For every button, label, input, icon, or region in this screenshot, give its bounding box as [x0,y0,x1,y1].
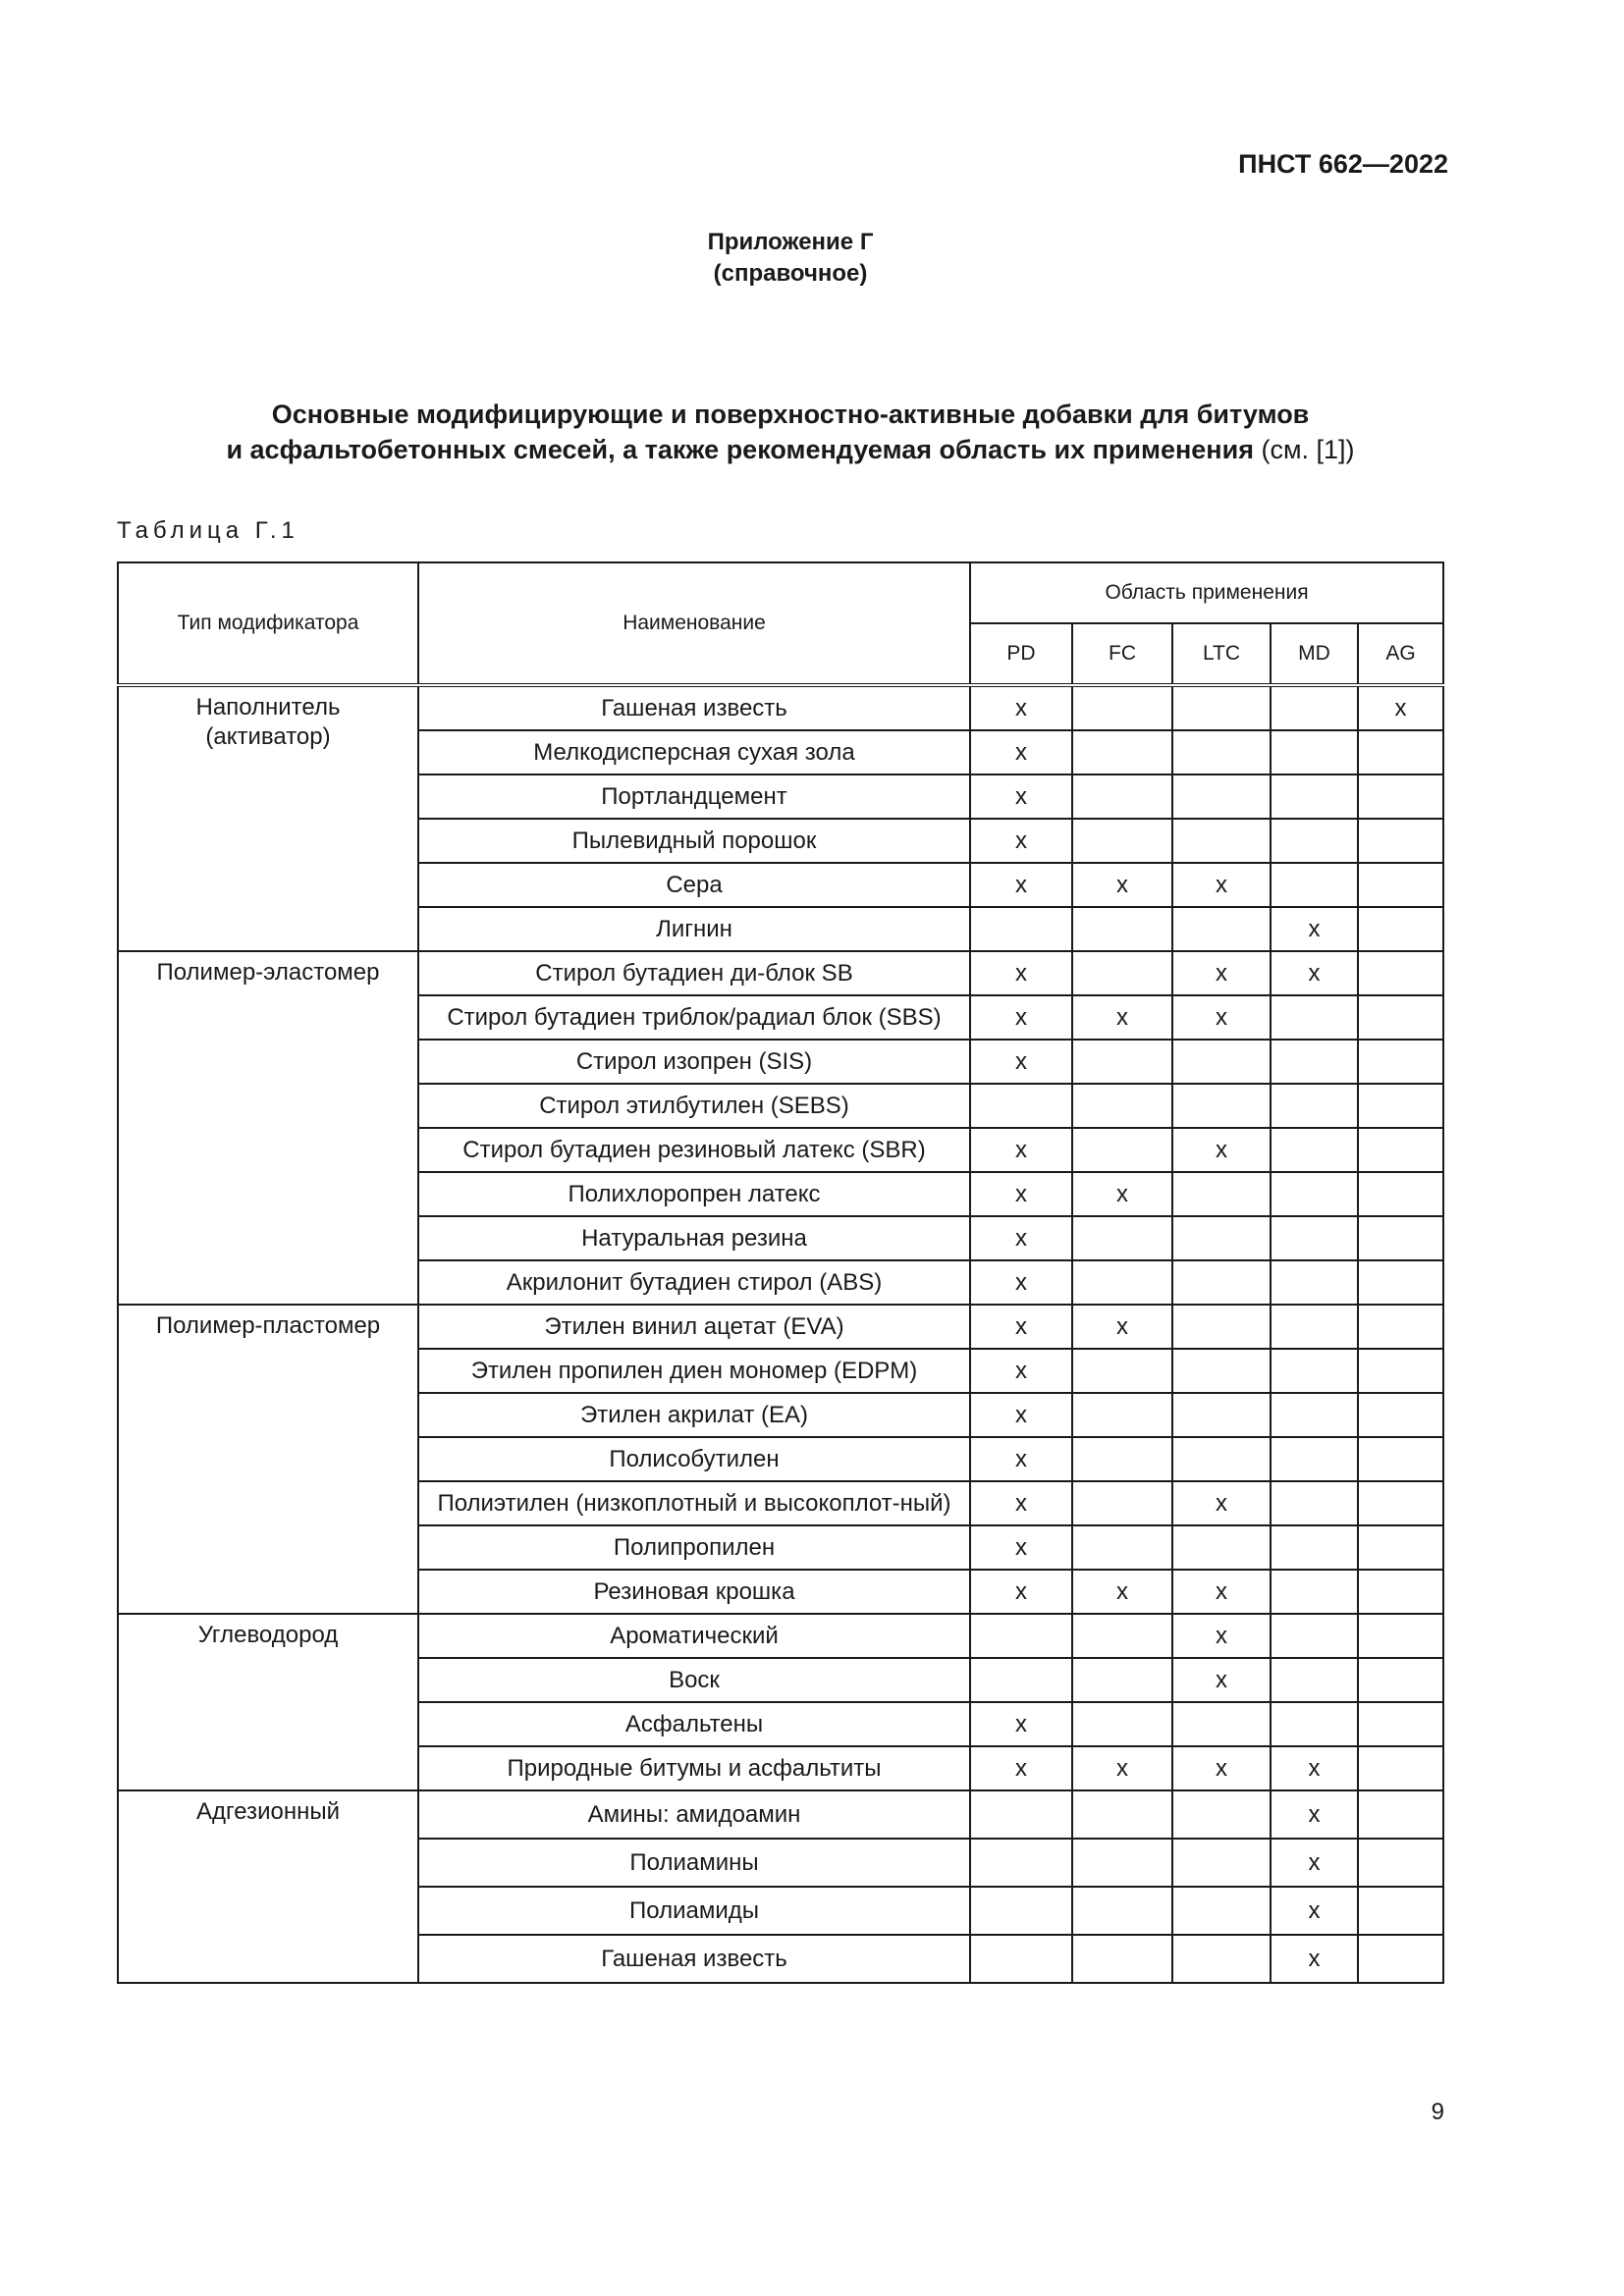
additive-name-cell: Сера [418,863,970,907]
additive-name-cell: Природные битумы и асфальтиты [418,1746,970,1790]
appendix-title: Приложение Г [707,229,874,255]
region-header-fc: FC [1072,623,1172,685]
mark-cell-pd: x [970,995,1072,1040]
mark-cell-pd: x [970,1525,1072,1570]
mark-cell-pd [970,1839,1072,1887]
mark-cell-pd: x [970,1437,1072,1481]
mark-cell-ag [1358,1839,1443,1887]
additive-name-cell: Полиамиды [418,1887,970,1935]
mark-cell-pd [970,1887,1072,1935]
mark-cell-ltc [1172,1887,1271,1935]
heading-line-1: Основные модифицирующие и поверхностно-активные добавки для битумов [271,400,1310,429]
mark-cell-ag [1358,1525,1443,1570]
table-caption: Таблица Г.1 [117,517,299,544]
additive-name-cell: Этилен винил ацетат (EVA) [418,1305,970,1349]
mark-cell-md [1271,1084,1358,1128]
mark-cell-md [1271,1305,1358,1349]
mark-cell-ag [1358,1393,1443,1437]
mark-cell-ltc [1172,1935,1271,1983]
mark-cell-fc [1072,774,1172,819]
mark-cell-ltc: x [1172,1658,1271,1702]
mark-cell-ag [1358,1349,1443,1393]
additive-name-cell: Полисобутилен [418,1437,970,1481]
mark-cell-pd: x [970,774,1072,819]
mark-cell-ag [1358,1790,1443,1839]
mark-cell-pd: x [970,1172,1072,1216]
mark-cell-md [1271,819,1358,863]
mark-cell-ag [1358,730,1443,774]
mark-cell-ag [1358,1172,1443,1216]
mark-cell-md [1271,1570,1358,1614]
column-header-region: Область применения [970,562,1443,623]
mark-cell-ltc: x [1172,995,1271,1040]
mark-cell-fc: x [1072,863,1172,907]
mark-cell-ltc [1172,1525,1271,1570]
heading-line-2-bold: и асфальтобетонных смесей, а также рекомендуемая область их применения [226,435,1254,464]
mark-cell-fc: x [1072,1172,1172,1216]
additive-name-cell: Портландцемент [418,774,970,819]
mark-cell-md [1271,730,1358,774]
table-row [118,1790,1443,1839]
mark-cell-md [1271,1040,1358,1084]
page-number: 9 [1431,2099,1444,2125]
mark-cell-ag [1358,907,1443,951]
table-row [118,1614,1443,1658]
heading-reference: (см. [1]) [1253,435,1355,464]
table-heading [0,397,1581,467]
mark-cell-md: x [1271,1935,1358,1983]
mark-cell-ag [1358,819,1443,863]
mark-cell-fc [1072,1084,1172,1128]
mark-cell-fc [1072,1393,1172,1437]
mark-cell-pd: x [970,1702,1072,1746]
mark-cell-ag [1358,774,1443,819]
mark-cell-fc [1072,1790,1172,1839]
mark-cell-ltc [1172,730,1271,774]
mark-cell-ltc [1172,1216,1271,1260]
additive-name-cell: Полихлоропрен латекс [418,1172,970,1216]
mark-cell-ag [1358,1128,1443,1172]
mark-cell-md [1271,1349,1358,1393]
mark-cell-fc [1072,1839,1172,1887]
mark-cell-fc [1072,685,1172,730]
mark-cell-ag [1358,1887,1443,1935]
mark-cell-fc [1072,1216,1172,1260]
mark-cell-pd [970,1935,1072,1983]
additive-name-cell: Гашеная известь [418,685,970,730]
additive-name-cell: Гашеная известь [418,1935,970,1983]
modifier-type-cell: Углеводород [118,1614,418,1790]
mark-cell-pd: x [970,1481,1072,1525]
additive-name-cell: Этилен пропилен диен мономер (EDPM) [418,1349,970,1393]
additive-name-cell: Полипропилен [418,1525,970,1570]
mark-cell-pd: x [970,863,1072,907]
additive-name-cell: Этилен акрилат (EA) [418,1393,970,1437]
additive-name-cell: Амины: амидоамин [418,1790,970,1839]
mark-cell-fc [1072,1481,1172,1525]
mark-cell-md [1271,1172,1358,1216]
table-row [118,685,1443,730]
mark-cell-fc [1072,1887,1172,1935]
mark-cell-md [1271,1128,1358,1172]
region-header-ltc: LTC [1172,623,1271,685]
mark-cell-md [1271,685,1358,730]
mark-cell-md [1271,1260,1358,1305]
additive-name-cell: Стирол этилбутилен (SEBS) [418,1084,970,1128]
mark-cell-ltc [1172,1040,1271,1084]
mark-cell-ltc: x [1172,951,1271,995]
column-header-type: Тип модификатора [118,562,418,685]
mark-cell-ltc [1172,1172,1271,1216]
mark-cell-pd: x [970,1305,1072,1349]
additive-name-cell: Стирол бутадиен ди-блок SB [418,951,970,995]
mark-cell-fc [1072,1040,1172,1084]
mark-cell-ag [1358,1658,1443,1702]
mark-cell-md: x [1271,1746,1358,1790]
mark-cell-ag [1358,1570,1443,1614]
mark-cell-ltc: x [1172,1570,1271,1614]
mark-cell-md [1271,1437,1358,1481]
additive-name-cell: Полиэтилен (низкоплотный и высокоплот-ный) [418,1481,970,1525]
mark-cell-md [1271,1481,1358,1525]
mark-cell-ltc [1172,774,1271,819]
mark-cell-fc [1072,951,1172,995]
mark-cell-md: x [1271,1839,1358,1887]
mark-cell-md [1271,1393,1358,1437]
additive-name-cell: Стирол бутадиен резиновый латекс (SBR) [418,1128,970,1172]
mark-cell-md [1271,1525,1358,1570]
mark-cell-ltc [1172,1790,1271,1839]
mark-cell-pd: x [970,1216,1072,1260]
appendix-heading [0,227,1581,290]
mark-cell-fc [1072,907,1172,951]
mark-cell-ag [1358,1216,1443,1260]
mark-cell-fc: x [1072,995,1172,1040]
mark-cell-pd: x [970,1349,1072,1393]
mark-cell-fc [1072,1349,1172,1393]
mark-cell-pd: x [970,1746,1072,1790]
mark-cell-md [1271,774,1358,819]
modifier-type-cell: Полимер-эластомер [118,951,418,1305]
mark-cell-fc [1072,1128,1172,1172]
mark-cell-ltc: x [1172,1128,1271,1172]
mark-cell-ltc [1172,1839,1271,1887]
mark-cell-pd [970,1084,1072,1128]
mark-cell-ltc: x [1172,1614,1271,1658]
mark-cell-fc [1072,819,1172,863]
mark-cell-ltc [1172,1437,1271,1481]
table-row [118,951,1443,995]
mark-cell-ag [1358,863,1443,907]
mark-cell-ag [1358,1040,1443,1084]
mark-cell-fc: x [1072,1570,1172,1614]
mark-cell-pd: x [970,951,1072,995]
mark-cell-md: x [1271,951,1358,995]
mark-cell-md [1271,1216,1358,1260]
mark-cell-pd: x [970,1570,1072,1614]
mark-cell-md [1271,1658,1358,1702]
additive-name-cell: Стирол изопрен (SIS) [418,1040,970,1084]
modifiers-table [117,561,1444,1984]
mark-cell-md [1271,995,1358,1040]
mark-cell-ltc [1172,685,1271,730]
mark-cell-pd: x [970,1040,1072,1084]
mark-cell-ag [1358,1437,1443,1481]
modifier-type-cell: Адгезионный [118,1790,418,1983]
mark-cell-fc [1072,1935,1172,1983]
mark-cell-pd: x [970,1393,1072,1437]
mark-cell-ag [1358,995,1443,1040]
mark-cell-ag [1358,1702,1443,1746]
mark-cell-ltc: x [1172,1481,1271,1525]
additive-name-cell: Акрилонит бутадиен стирол (ABS) [418,1260,970,1305]
additive-name-cell: Ароматический [418,1614,970,1658]
mark-cell-ag [1358,951,1443,995]
mark-cell-pd: x [970,730,1072,774]
modifier-type-line: Наполнитель [195,694,341,721]
column-header-name: Наименование [418,562,970,685]
region-header-ag: AG [1358,623,1443,685]
region-header-md: MD [1271,623,1358,685]
mark-cell-ag [1358,1481,1443,1525]
additive-name-cell: Полиамины [418,1839,970,1887]
mark-cell-pd: x [970,1260,1072,1305]
mark-cell-pd [970,1614,1072,1658]
mark-cell-md: x [1271,1790,1358,1839]
mark-cell-fc [1072,1525,1172,1570]
mark-cell-ag [1358,1084,1443,1128]
mark-cell-fc [1072,1260,1172,1305]
mark-cell-ltc [1172,1084,1271,1128]
mark-cell-ltc [1172,1349,1271,1393]
additive-name-cell: Пылевидный порошок [418,819,970,863]
additive-name-cell: Стирол бутадиен триблок/радиал блок (SBS) [418,995,970,1040]
mark-cell-fc [1072,1437,1172,1481]
mark-cell-fc [1072,1702,1172,1746]
appendix-subtitle: (справочное) [713,260,868,287]
mark-cell-fc [1072,1614,1172,1658]
heading-line-2 [0,432,1581,467]
additive-name-cell: Резиновая крошка [418,1570,970,1614]
mark-cell-ag [1358,1614,1443,1658]
mark-cell-pd: x [970,685,1072,730]
mark-cell-ag [1358,1305,1443,1349]
mark-cell-fc: x [1072,1746,1172,1790]
mark-cell-ltc [1172,1305,1271,1349]
mark-cell-pd [970,907,1072,951]
mark-cell-ltc [1172,1702,1271,1746]
table-row [118,1305,1443,1349]
mark-cell-pd: x [970,1128,1072,1172]
region-header-pd: PD [970,623,1072,685]
mark-cell-md: x [1271,907,1358,951]
mark-cell-md [1271,1614,1358,1658]
mark-cell-md [1271,1702,1358,1746]
mark-cell-ltc [1172,907,1271,951]
mark-cell-ltc [1172,819,1271,863]
additive-name-cell: Натуральная резина [418,1216,970,1260]
mark-cell-ag [1358,1935,1443,1983]
mark-cell-md: x [1271,1887,1358,1935]
additive-name-cell: Лигнин [418,907,970,951]
mark-cell-pd [970,1790,1072,1839]
additive-name-cell: Воск [418,1658,970,1702]
mark-cell-pd: x [970,819,1072,863]
mark-cell-ltc [1172,1260,1271,1305]
additive-name-cell: Асфальтены [418,1702,970,1746]
mark-cell-fc [1072,730,1172,774]
additive-name-cell: Мелкодисперсная сухая зола [418,730,970,774]
mark-cell-fc: x [1072,1305,1172,1349]
mark-cell-ltc: x [1172,863,1271,907]
modifier-type-cell [118,685,418,951]
document-code: ПНСТ 662—2022 [1238,149,1448,179]
mark-cell-ltc: x [1172,1746,1271,1790]
mark-cell-ltc [1172,1393,1271,1437]
mark-cell-pd [970,1658,1072,1702]
modifier-type-cell: Полимер-пластомер [118,1305,418,1614]
modifier-type-line: (активатор) [205,723,331,750]
mark-cell-ag [1358,1260,1443,1305]
mark-cell-md [1271,863,1358,907]
mark-cell-ag: x [1358,685,1443,730]
mark-cell-ag [1358,1746,1443,1790]
mark-cell-fc [1072,1658,1172,1702]
